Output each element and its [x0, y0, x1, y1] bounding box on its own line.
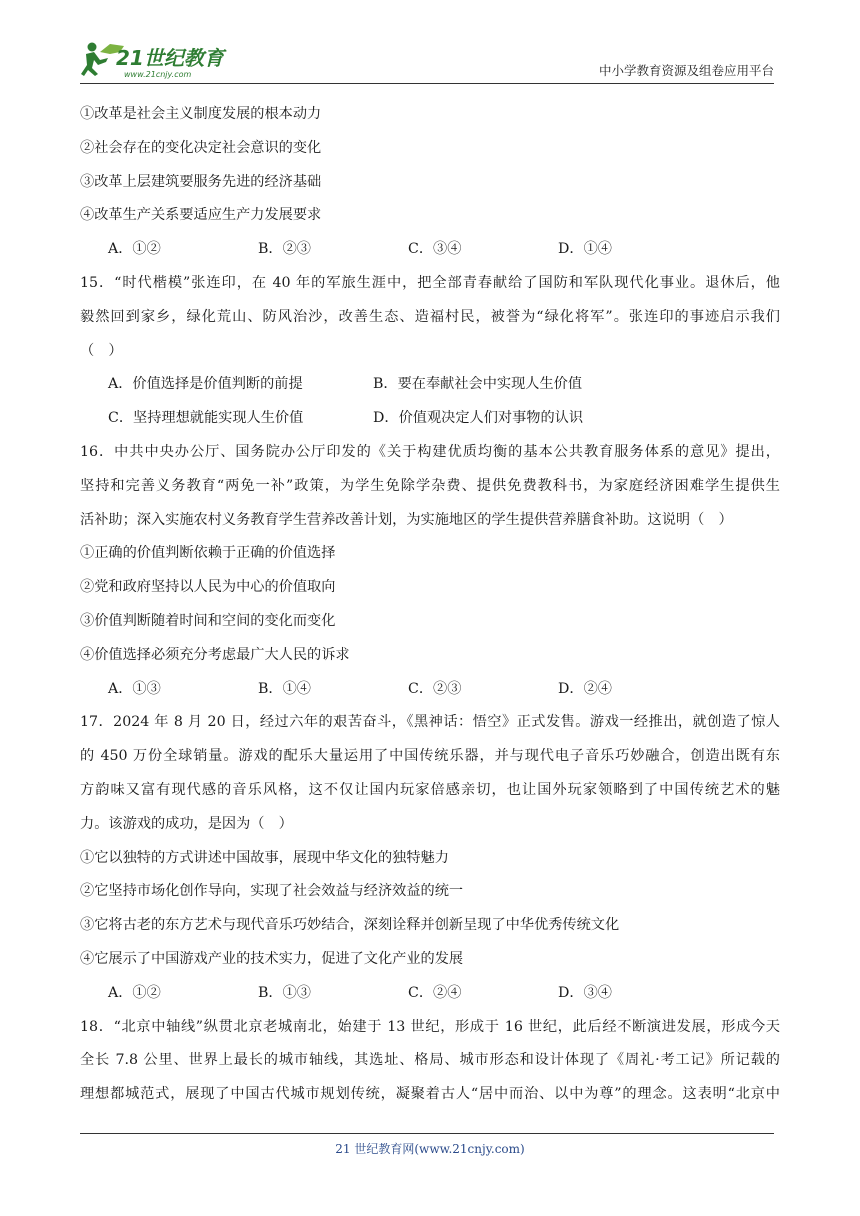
text-line: ②它坚持市场化创作导向，实现了社会效益与经济效益的统一 [80, 883, 464, 900]
answer-option: D．①④ [558, 241, 612, 258]
footer-link[interactable]: 21 世纪教育网(www.21cnjy.com) [335, 1142, 525, 1156]
answer-option: A．价值选择是价值判断的前提 [108, 376, 303, 393]
text-line: 力。该游戏的成功，是因为（ ） [80, 815, 293, 832]
header-divider [80, 83, 774, 84]
answer-option: A．①② [108, 241, 161, 258]
answer-option: B．①③ [258, 984, 311, 1001]
site-logo [80, 38, 240, 80]
answer-option: C．②④ [408, 984, 462, 1001]
text-line: 17．2024 年 8 月 20 日，经过六年的艰苦奋斗，《黑神话：悟空》正式发售。游戏一经推出，就创造了惊人 [80, 714, 780, 731]
text-line: 15．“时代楷模”张连印，在 40 年的军旅生涯中，把全部青春献给了国防和军队现代化事业。退休后，他 [80, 274, 780, 291]
answer-option: D．③④ [558, 984, 612, 1001]
answer-option: B．①④ [258, 680, 311, 697]
text-line: ④它展示了中国游戏产业的技术实力，促进了文化产业的发展 [80, 950, 464, 967]
text-line: ②党和政府坚持以人民为中心的价值取向 [80, 579, 336, 596]
text-line: ③改革上层建筑要服务先进的经济基础 [80, 173, 322, 190]
text-line: ③价值判断随着时间和空间的变化而变化 [80, 612, 336, 629]
answer-option: C．②③ [408, 680, 462, 697]
text-line: 坚持和完善义务教育“两免一补”政策，为学生免除学杂费、提供免费教科书，为家庭经济困难学生提供生 [80, 477, 780, 494]
text-line: ①它以独特的方式讲述中国故事，展现中华文化的独特魅力 [80, 849, 449, 866]
answer-option: A．①③ [108, 680, 161, 697]
text-line: （ ） [80, 342, 123, 359]
answer-option: A．①② [108, 984, 161, 1001]
text-line: 毅然回到家乡，绿化荒山、防风治沙，改善生态、造福村民，被誉为“绿化将军”。张连印的事迹启示我们 [80, 308, 780, 325]
question-content [80, 98, 780, 1112]
text-line: 18．“北京中轴线”纵贯北京老城南北，始建于 13 世纪，形成于 16 世纪，此后经不断演进发展，形成今天 [80, 1018, 780, 1035]
svg-text:www.21cnjy.com: www.21cnjy.com [124, 70, 192, 79]
answer-options [80, 368, 780, 402]
text-line: 的 450 万份全球销量。游戏的配乐大量运用了中国传统乐器，并与现代电子音乐巧妙融合，创造出既有东 [80, 748, 780, 765]
footer-divider [80, 1133, 774, 1134]
answer-option: C．③④ [408, 241, 462, 258]
answer-option: C．坚持理想就能实现人生价值 [108, 410, 304, 427]
answer-option: B．②③ [258, 241, 311, 258]
text-line: 方韵味又富有现代感的音乐风格，这不仅让国内玩家倍感亲切，也让国外玩家领略到了中国传统艺术的魅 [80, 781, 780, 798]
answer-options [80, 402, 780, 436]
answer-option: B．要在奉献社会中实现人生价值 [373, 376, 583, 393]
text-line: ④价值选择必须充分考虑最广大人民的诉求 [80, 646, 350, 663]
text-line: ②社会存在的变化决定社会意识的变化 [80, 139, 322, 156]
text-line: 活补助；深入实施农村义务教育学生营养改善计划，为实施地区的学生提供营养膳食补助。这说明（ ） [80, 511, 733, 528]
answer-options [80, 977, 780, 1011]
answer-options [80, 673, 780, 707]
page-header [80, 34, 774, 84]
text-line: ④改革生产关系要适应生产力发展要求 [80, 207, 322, 224]
answer-options [80, 233, 780, 267]
text-line: ①正确的价值判断依赖于正确的价值选择 [80, 545, 336, 562]
text-line: ①改革是社会主义制度发展的根本动力 [80, 106, 322, 122]
text-line: 16．中共中央办公厅、国务院办公厅印发的《关于构建优质均衡的基本公共教育服务体系的意见》提出， [80, 443, 780, 460]
answer-option: D．②④ [558, 680, 612, 697]
answer-option: D．价值观决定人们对事物的认识 [373, 410, 584, 427]
svg-text:21世纪教育: 21世纪教育 [116, 46, 224, 70]
platform-name: 中小学教育资源及组卷应用平台 [598, 63, 774, 78]
text-line: 理想都城范式，展现了中国古代城市规划传统，凝聚着古人“居中而治、以中为尊”的理念。这表明“北京中 [80, 1086, 780, 1103]
text-line: ③它将古老的东方艺术与现代音乐巧妙结合，深刻诠释并创新呈现了中华优秀传统文化 [80, 917, 620, 934]
text-line: 全长 7.8 公里、世界上最长的城市轴线，其选址、格局、城市形态和设计体现了《周礼·考工记》所记载的 [80, 1052, 780, 1069]
